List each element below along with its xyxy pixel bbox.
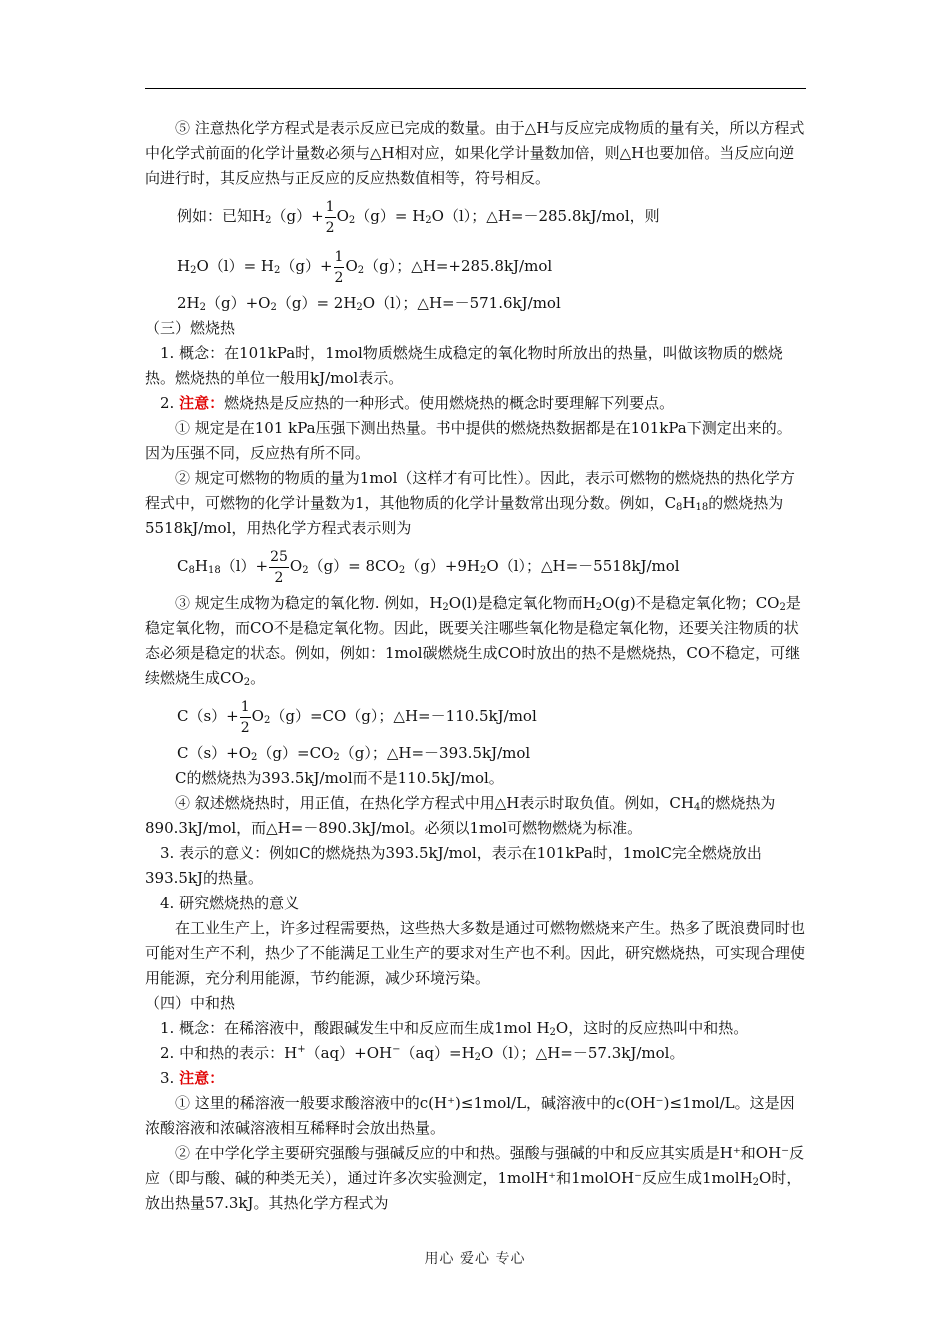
- section-heading-combustion-heat: （三）燃烧热: [145, 319, 236, 337]
- note-label: 注意：: [179, 394, 225, 412]
- equation-h2o-decomposition: $H_2O(l)= H_2(g)+$ $\frac{1}{2}$ $O_2(g)$；△H=+285.8kJ/mol: [177, 248, 553, 286]
- equation-carbon-to-co: C（s）+ $\frac{1}{2}$ $O_2(g)=CO(g)$；△H=－110.5kJ/mol: [177, 698, 537, 736]
- note-label: 注意：: [179, 1069, 225, 1087]
- combustion-research-heading: 4. 研究燃烧热的意义: [160, 894, 300, 912]
- combustion-note-4: ④ 叙述燃烧热时，用正值，在热化学方程式中用△H表示时取负值。例如，$CH_4$的燃烧热为890.3kJ/mol，而△H=－890.3kJ/mol。必须以1mol可燃物燃烧为标准。: [145, 794, 776, 837]
- combustion-research-text: 在工业生产上，许多过程需要热，这些热大多数是通过可燃物燃烧来产生。热多了既浪费同时也可能对生产不利，热少了不能满足工业生产的要求对生产也不利。因此，研究燃烧热，可实现合理使用能源，充分利用能源，节约能源，减少环境污染。: [145, 919, 806, 987]
- header-rule: [145, 88, 806, 89]
- paragraph-note-5: ⑤ 注意热化学方程式是表示反应已完成的数量。由于△H与反应完成物质的量有关，所以方程式中化学式前面的化学计量数必须与△H相对应，如果化学计量数加倍，则△H也要加倍。当反应向逆向进行时，其反应热与正反应的反应热数值相等，符号相反。: [145, 119, 805, 187]
- combustion-note-2: ② 规定可燃物的物质的量为1mol（这样才有可比性）。因此，表示可燃物的燃烧热的热化学方程式中，可燃物的化学计量数为1，其他物质的化学计量数常出现分数。例如，$C_8H_{18}$的燃烧热为5518kJ/mol，用热化学方程式表示则为: [145, 469, 795, 537]
- neutralization-expression: 2. 中和热的表示：$H^+(aq)+OH^-(aq)=H_2O(l)$；△H=－57.3kJ/mol。: [160, 1044, 685, 1063]
- carbon-heat-note: C的燃烧热为393.5kJ/mol而不是110.5kJ/mol。: [175, 769, 504, 787]
- fraction-one-half: $\frac{1}{2}$: [334, 248, 344, 286]
- fraction-one-half: $\frac{1}{2}$: [240, 698, 250, 736]
- equation-octane-combustion: $C_8H_{18}(l)+$ $\frac{25}{2}$ $O_2(g)= 8CO_2(g)+9H_2O(l)$；△H=－5518kJ/mol: [177, 548, 680, 586]
- neutralization-note-intro: 3. 注意：: [160, 1069, 225, 1087]
- combustion-note-3: ③ 规定生成物为稳定的氧化物. 例如，$H_2O(l)$是稳定氧化物而$H_2O(g)$不是稳定氧化物；$CO_2$是稳定氧化物，而CO不是稳定氧化物。因此，既要关注哪些氧化物是稳定氧化物，还要关注物质的状态必须是稳定的状态。例如，例如：1mol碳燃烧生成CO时放出的热不是燃烧热，CO不稳定，可继续燃烧生成$CO_2$。: [145, 594, 801, 688]
- combustion-concept: 1. 概念：在101kPa时，1mol物质燃烧生成稳定的氧化物时所放出的热量，叫做该物质的燃烧热。燃烧热的单位一般用kJ/mol表示。: [145, 344, 783, 387]
- equation-h2-combustion: 例如：已知$H_2(g)+$ $\frac{1}{2}$ $O_2(g)= H_2O(l)$；△H=－285.8kJ/mol，则: [177, 198, 660, 236]
- neutralization-concept: 1. 概念：在稀溶液中，酸跟碱发生中和反应而生成1mol $H_2O$，这时的反应热叫中和热。: [160, 1019, 749, 1038]
- combustion-meaning: 3. 表示的意义：例如C的燃烧热为393.5kJ/mol，表示在101kPa时，1molC完全燃烧放出393.5kJ的热量。: [145, 844, 762, 887]
- section-heading-neutralization: （四）中和热: [145, 994, 236, 1012]
- equation-2h2-combustion: $2H_2(g)+O_2(g)= 2H_2O(l)$；△H=－571.6kJ/mol: [177, 294, 561, 313]
- neutralization-note-2: ② 在中学化学主要研究强酸与强碱反应的中和热。强酸与强碱的中和反应其实质是H⁺和OH⁻反应（即与酸、碱的种类无关），通过许多次实验测定，1molH⁺和1molOH⁻反应生成1molH$_2$O时，放出热量57.3kJ。其热化学方程式为: [145, 1144, 805, 1212]
- document-body: [145, 116, 806, 1216]
- page-footer: 用心 爱心 专心: [424, 1251, 526, 1267]
- neutralization-note-1: ① 这里的稀溶液一般要求酸溶液中的c(H⁺)≤1mol/L，碱溶液中的c(OH⁻)≤1mol/L。这是因浓酸溶液和浓碱溶液相互稀释时会放出热量。: [145, 1094, 795, 1137]
- combustion-note-intro: 2. 注意：燃烧热是反应热的一种形式。使用燃烧热的概念时要理解下列要点。: [160, 394, 675, 412]
- equation-carbon-to-co2: $C(s)+O_2(g)=CO_2(g)$；△H=－393.5kJ/mol: [177, 744, 531, 763]
- fraction-one-half: $\frac{1}{2}$: [325, 198, 335, 236]
- combustion-note-1: ① 规定是在101 kPa压强下测出热量。书中提供的燃烧热数据都是在101kPa下测定出来的。因为压强不同，反应热有所不同。: [145, 419, 792, 462]
- fraction-twenty-five-halves: $\frac{25}{2}$: [270, 548, 288, 586]
